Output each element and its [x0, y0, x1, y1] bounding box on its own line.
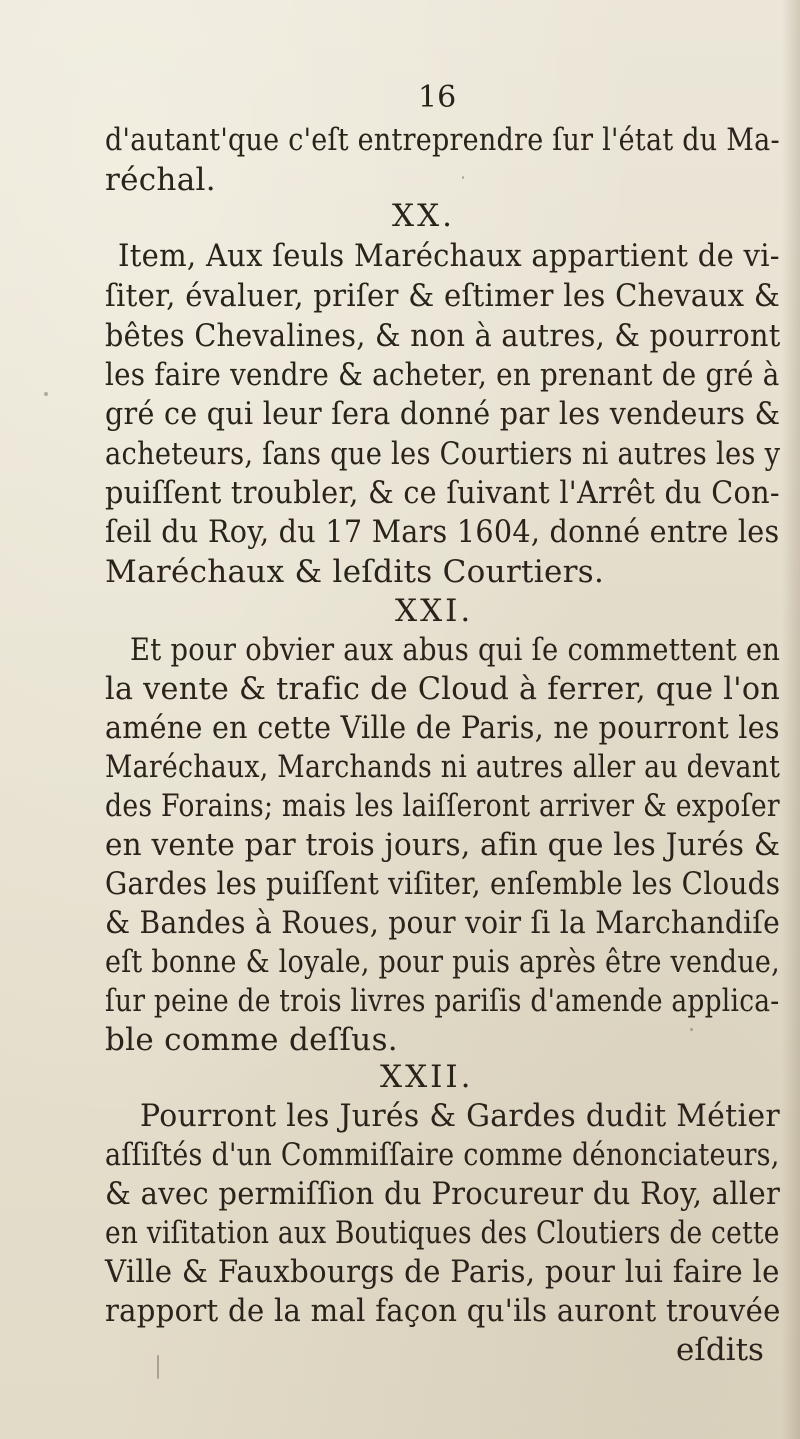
text-line: d'autant'que c'eſt entreprendre ſur l'état du Ma-	[105, 122, 780, 158]
text-line: améne en cette Ville de Paris, ne pourront les	[105, 710, 780, 746]
paper-speck	[157, 1355, 159, 1379]
text-line: ſur peine de trois livres pariſis d'amende applica-	[105, 983, 780, 1019]
text-line: les faire vendre & acheter, en prenant de gré à	[105, 357, 780, 393]
text-line: eſt bonne & loyale, pour puis après être vendue,	[105, 944, 780, 980]
text-line: Pourront les Jurés & Gardes dudit Métier	[140, 1098, 780, 1134]
article-heading: XXII.	[380, 1059, 474, 1095]
page-edge-shadow	[782, 0, 800, 1439]
text-line: & avec permiſſion du Procureur du Roy, aller	[105, 1176, 781, 1212]
text-line: Ville & Fauxbourgs de Paris, pour lui faire le	[105, 1254, 780, 1290]
paper-speck	[690, 1028, 693, 1031]
text-line: ſiter, évaluer, priſer & eſtimer les Chevaux &	[105, 278, 781, 314]
text-line: en vente par trois jours, afin que les Jurés &	[105, 827, 781, 863]
text-line: ſeil du Roy, du 17 Mars 1604, donné entre les	[105, 514, 780, 550]
text-line: en viſitation aux Boutiques des Cloutiers de cette	[105, 1215, 780, 1251]
text-line: Maréchaux, Marchands ni autres aller au devant	[105, 749, 781, 785]
text-line: acheteurs, ſans que les Courtiers ni autres les y	[105, 436, 781, 472]
text-line: bêtes Chevalines, & non à autres, & pourront	[105, 318, 781, 354]
text-line: Maréchaux & leſdits Courtiers.	[105, 554, 605, 590]
text-line: la vente & trafic de Cloud à ferrer, que l'on	[105, 671, 781, 707]
text-line: ble comme deſſus.	[105, 1022, 398, 1058]
text-line: aſſiſtés d'un Commiſſaire comme dénonciateurs,	[105, 1137, 780, 1173]
catchword: eſdits	[676, 1332, 764, 1368]
text-line: rapport de la mal façon qu'ils auront trouvée	[105, 1293, 781, 1329]
text-line: Gardes les puiſſent viſiter, enſemble les Clouds	[105, 866, 781, 902]
text-line: & Bandes à Roues, pour voir ſi la Marchandiſe	[105, 905, 780, 941]
text-line: puiſſent troubler, & ce ſuivant l'Arrêt du Con-	[105, 475, 780, 511]
text-line: Et pour obvier aux abus qui ſe commettent en	[130, 632, 781, 668]
paper-speck	[44, 392, 48, 396]
paper-speck	[462, 176, 464, 179]
article-heading: XXI.	[395, 593, 474, 629]
text-line: Item, Aux ſeuls Maréchaux appartient de vi-	[118, 238, 780, 274]
page-number: 16	[418, 80, 457, 115]
text-line: gré ce qui leur ſera donné par les vendeurs &	[105, 396, 781, 432]
article-heading: XX.	[392, 198, 455, 234]
text-line: des Forains; mais les laiſſeront arriver & expoſer	[105, 788, 780, 824]
text-line: réchal.	[105, 162, 216, 198]
